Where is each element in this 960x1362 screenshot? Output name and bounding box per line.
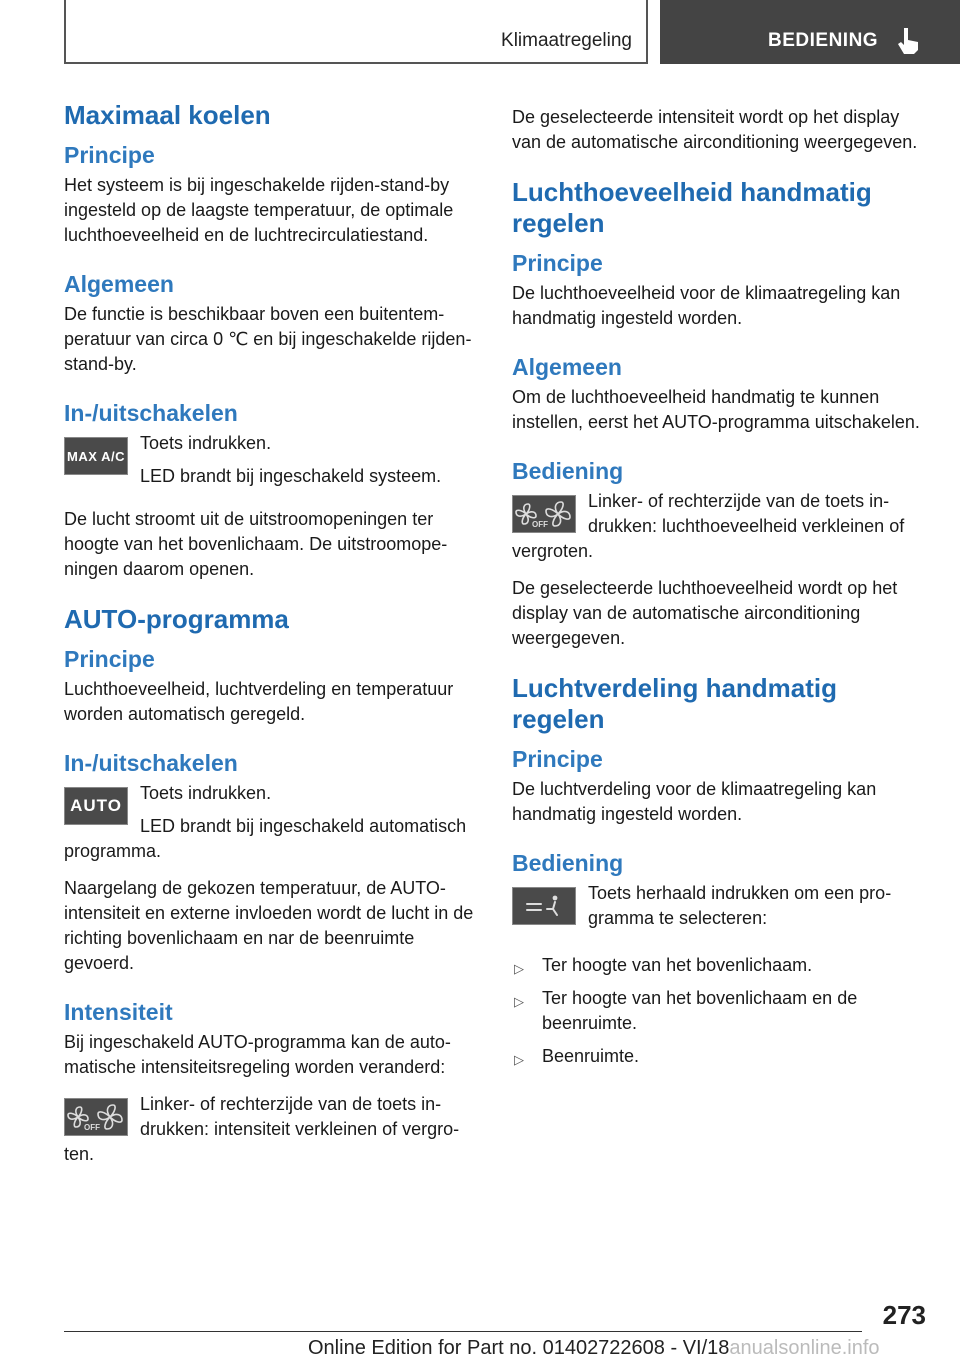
paragraph-linker-rechterzijde: Linker- of rechterzijde van de toets indrukken: luchthoeveelheid verkleinen of vergroten. [512, 491, 905, 561]
paragraph-led: LED brandt bij ingeschakeld systeem. [140, 466, 442, 486]
air-distribution-button-image [512, 887, 576, 925]
max-ac-label: MAX A/C [67, 448, 125, 464]
fan-button-image [512, 495, 576, 533]
heading-auto-programma: AUTO-programma [64, 604, 289, 634]
paragraph-algemeen: De functie is beschikbaar boven een buitentemperatuur van circa 0 ℃ en bij ingeschakelde rijden-stand-by. [64, 304, 472, 374]
paragraph-principe: Luchthoeveelheid, luchtverdeling en temperatuur worden automatisch geregeld. [64, 679, 454, 724]
max-ac-button-image [64, 437, 128, 475]
paragraph-toets-indrukken: Toets indrukken. [140, 433, 272, 453]
list-item [512, 1044, 930, 1069]
heading-luchthoeveelheid-handmatig: Luchthoeveelheid handmatig regelen [512, 177, 872, 238]
heading-maximaal-koelen: Maximaal koelen [64, 100, 271, 130]
subheading-principe: Principe [64, 142, 155, 168]
subheading-principe: Principe [64, 646, 155, 672]
list-item [512, 953, 930, 978]
list-item-text: Beenruimte. [542, 1046, 640, 1066]
paragraph-toets-indrukken: Toets indrukken. [140, 783, 272, 803]
subheading-principe: Principe [512, 250, 603, 276]
header-chapter-title: BEDIENING [768, 30, 879, 51]
air-distribution-icon [519, 891, 569, 921]
air-distribution-list [512, 953, 930, 1069]
list-item [512, 986, 930, 1036]
subheading-intensiteit: Intensiteit [64, 999, 173, 1025]
subheading-principe: Principe [512, 746, 603, 772]
pointing-hand-icon [896, 26, 922, 54]
list-item-text: Ter hoogte van het bovenlichaam en de beenruimte. [542, 988, 858, 1033]
subheading-in-uitschakelen: In-/uitschakelen [64, 400, 238, 426]
svg-text:OFF: OFF [84, 1123, 100, 1132]
paragraph-intensiteit: Bij ingeschakeld AUTO-programma kan de automatische intensiteitsregeling worden veranderd: [64, 1032, 451, 1077]
header-section-title: Klimaatregeling [501, 30, 632, 51]
footer-divider [64, 1331, 862, 1332]
footer-edition [308, 1337, 880, 1360]
heading-luchtverdeling-handmatig: Luchtverdeling handmatig regelen [512, 673, 838, 734]
svg-text:OFF: OFF [532, 520, 548, 529]
right-column [512, 105, 930, 1077]
subheading-bediening: Bediening [512, 850, 624, 876]
header-section-tab [64, 0, 648, 64]
left-column [64, 100, 482, 1179]
fan-off-icon [66, 1100, 126, 1134]
paragraph-principe: Het systeem is bij ingeschakelde rijden-stand-by ingesteld op de laagste temperatuur, de optimale luchthoeveelheid en de luchtrecirculatiestand. [64, 175, 454, 245]
paragraph-geselecteerde-intensiteit: De geselecteerde intensiteit wordt op het display van de automatische airconditioning weergegeven. [512, 107, 918, 152]
paragraph-lucht-stroomt: De lucht stroomt uit de uitstroomopeningen ter hoogte van het bovenlichaam. De uitstroomopeningen daarom openen. [64, 509, 448, 579]
subheading-bediening: Bediening [512, 458, 624, 484]
paragraph-principe: De luchthoeveelheid voor de klimaatregeling kan handmatig ingesteld worden. [512, 283, 901, 328]
watermark-text: anualsonline.info [729, 1337, 880, 1359]
paragraph-algemeen: Om de luchthoeveelheid handmatig te kunnen instellen, eerst het AUTO-programma uitschakelen. [512, 387, 920, 432]
paragraph-toets-herhaald: Toets herhaald indrukken om een programma te selecteren: [588, 883, 892, 928]
paragraph-principe: De luchtverdeling voor de klimaatregeling kan handmatig ingesteld worden. [512, 779, 877, 824]
triangle-bullet-icon: ▷ [514, 1052, 524, 1067]
subheading-algemeen: Algemeen [64, 271, 174, 297]
paragraph-geselecteerde-luchthoeveelheid: De geselecteerde luchthoeveelheid wordt op het display van de automatische airconditioning weergegeven. [512, 578, 898, 648]
auto-button-image [64, 787, 128, 825]
subheading-algemeen: Algemeen [512, 354, 622, 380]
paragraph-naargelang: Naargelang de gekozen temperatuur, de AUTO-intensiteit en externe invloeden wordt de lucht in de richting bovenlichaam en nar de beenruimte gevoerd. [64, 878, 474, 973]
triangle-bullet-icon: ▷ [514, 961, 524, 976]
page-number: 273 [882, 1300, 926, 1330]
subheading-in-uitschakelen: In-/uitschakelen [64, 750, 238, 776]
header-chapter-tab [660, 0, 960, 64]
auto-label: AUTO [70, 796, 122, 815]
list-item-text: Ter hoogte van het bovenlichaam. [542, 955, 813, 975]
paragraph-linker-rechterzijde: Linker- of rechterzijde van de toets indrukken: intensiteit verkleinen of vergroten. [64, 1094, 460, 1164]
fan-icon [514, 497, 574, 531]
triangle-bullet-icon: ▷ [514, 994, 524, 1009]
fan-button-image [64, 1098, 128, 1136]
paragraph-led: LED brandt bij ingeschakeld automatisch programma. [64, 816, 467, 861]
edition-text: Online Edition for Part no. 01402722608 - VI/18 [308, 1337, 730, 1359]
